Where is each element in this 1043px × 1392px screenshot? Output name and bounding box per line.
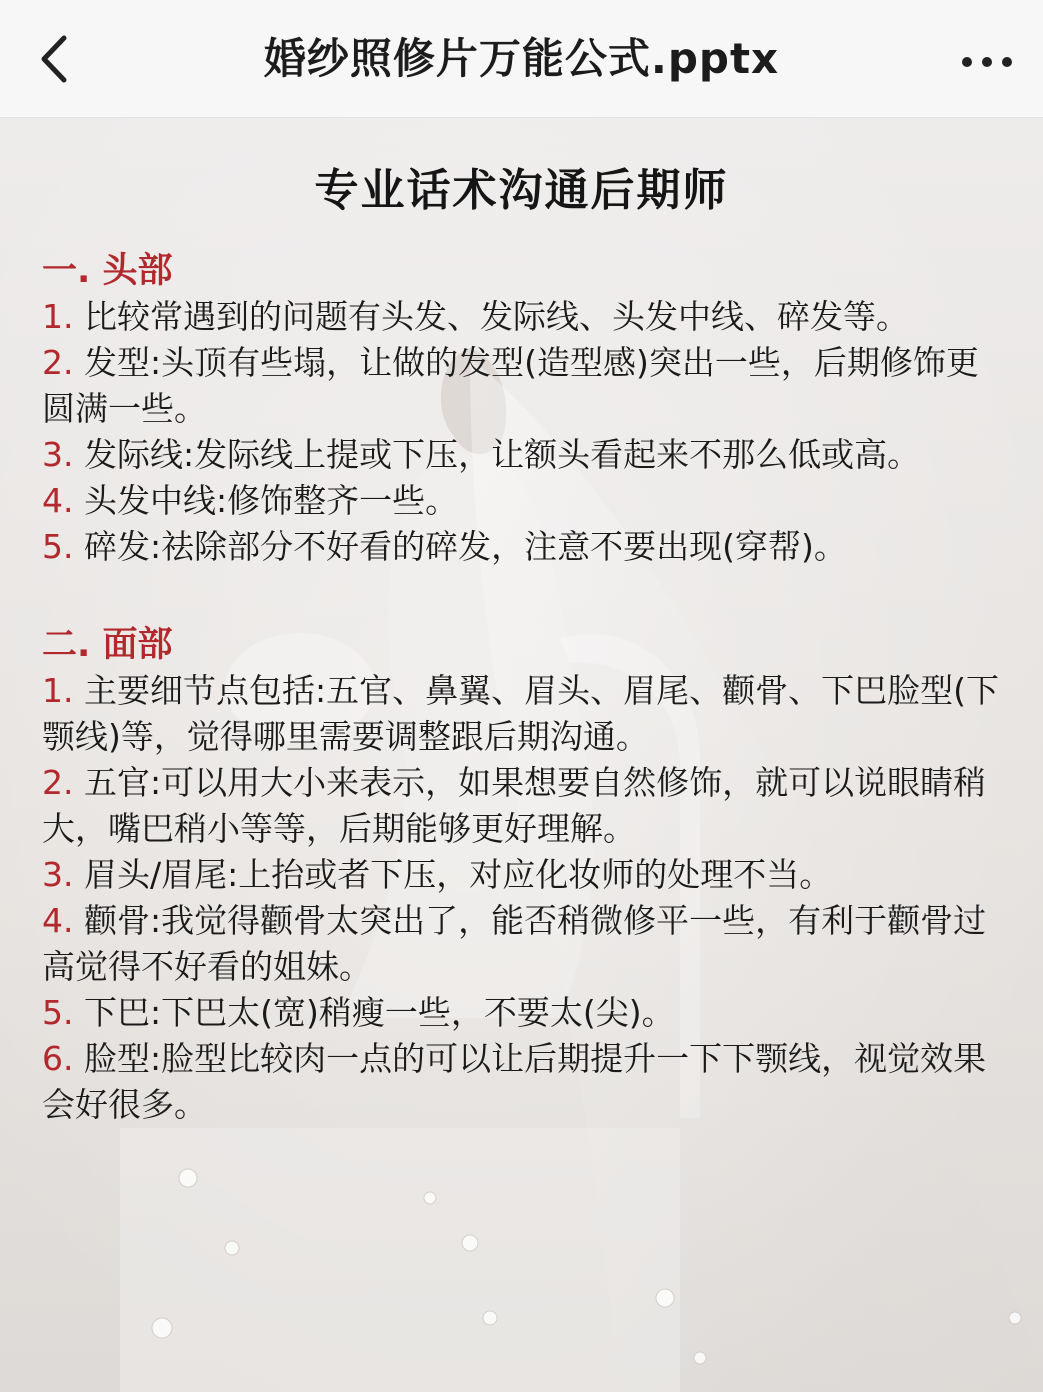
item-number: 1. [42,297,74,336]
list-item [42,432,1002,478]
item-number: 1. [42,671,74,710]
list-item [42,524,1002,570]
list-item [42,340,1002,432]
list-item [42,852,1002,898]
list-item [42,898,1002,990]
item-number: 6. [42,1039,74,1078]
item-number: 4. [42,481,74,520]
item-text: 主要细节点包括:五官、鼻翼、眉头、眉尾、颧骨、下巴脸型(下颚线)等，觉得哪里需要调整跟后期沟通。 [42,671,999,756]
item-text: 头发中线:修饰整齐一些。 [73,481,459,520]
section-spacer [42,570,1002,622]
item-number: 2. [42,343,74,382]
slide-title: 专业话术沟通后期师 [314,165,729,216]
item-number: 5. [42,527,74,566]
item-number: 4. [42,901,74,940]
item-text: 下巴:下巴太(宽)稍瘦一些，不要太(尖)。 [73,993,675,1032]
list-item [42,668,1002,760]
more-options-button[interactable] [949,28,1025,92]
back-button[interactable] [20,24,90,94]
list-item [42,478,1002,524]
item-text: 眉头/眉尾:上抬或者下压，对应化妆师的处理不当。 [73,855,833,894]
item-text: 颧骨:我觉得颧骨太突出了，能否稍微修平一些，有利于颧骨过高觉得不好看的姐妹。 [42,901,987,986]
item-number: 3. [42,855,74,894]
list-item [42,760,1002,852]
item-text: 碎发:祛除部分不好看的碎发，注意不要出现(穿帮)。 [73,527,847,566]
item-number: 5. [42,993,74,1032]
chevron-left-icon [20,24,90,94]
item-text: 发际线:发际线上提或下压，让额头看起来不那么低或高。 [73,435,921,474]
top-nav-bar [0,0,1043,118]
section-heading-head: 一. 头部 [42,251,173,291]
slide-canvas [0,118,1043,1392]
list-item [42,1036,1002,1128]
item-number: 2. [42,763,74,802]
list-item [42,294,1002,340]
list-item [42,990,1002,1036]
section-heading-face: 二. 面部 [42,625,173,665]
ellipsis-icon [949,28,1025,92]
item-text: 发型:头顶有些塌，让做的发型(造型感)突出一些，后期修饰更圆满一些。 [42,343,979,428]
slide-content [42,248,1002,1128]
item-number: 3. [42,435,74,474]
item-text: 比较常遇到的问题有头发、发际线、头发中线、碎发等。 [73,297,909,336]
item-text: 五官:可以用大小来表示，如果想要自然修饰，就可以说眼睛稍大，嘴巴稍小等等，后期能够更好理解。 [42,763,987,848]
document-title: 婚纱照修片万能公式.pptx [263,34,780,83]
item-text: 脸型:脸型比较肉一点的可以让后期提升一下下颚线，视觉效果会好很多。 [42,1039,987,1124]
